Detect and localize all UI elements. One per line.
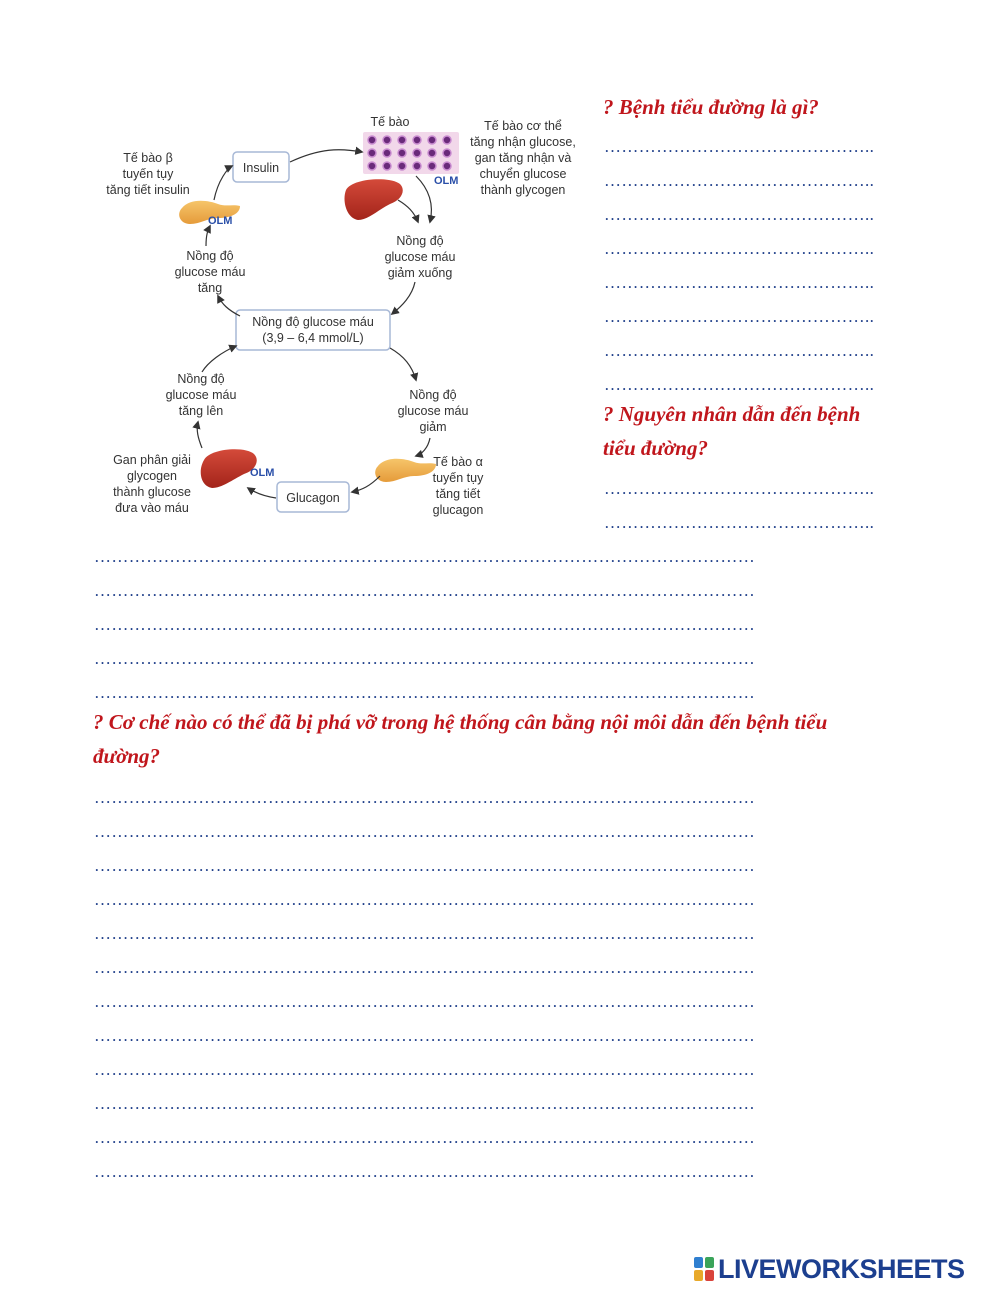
svg-text:Nồng độ: Nồng độ — [177, 372, 225, 386]
answer-line[interactable]: ……………………………………….. — [604, 205, 875, 224]
svg-text:glucagon: glucagon — [432, 503, 484, 517]
liveworksheets-logo — [694, 1252, 965, 1286]
svg-text:chuyển glucose: chuyển glucose — [479, 167, 567, 181]
olm-logo-top: OLM — [434, 175, 459, 187]
svg-text:tuyến tụy: tuyến tụy — [432, 471, 484, 485]
answer-line[interactable]: …………………………………………………………………………………………………… — [94, 822, 756, 841]
answer-line[interactable]: …………………………………………………………………………………………………… — [94, 683, 756, 702]
olm-logo-bottom: OLM — [250, 467, 275, 479]
glucose-decrease-text — [398, 388, 469, 434]
svg-text:thành glucose: thành glucose — [113, 485, 191, 499]
glucose-range-label: (3,9 – 6,4 mmol/L) — [262, 331, 364, 345]
pancreas-alpha-icon — [375, 459, 436, 482]
answer-line[interactable]: …………………………………………………………………………………………………… — [94, 890, 756, 909]
answer-line[interactable]: ……………………………………….. — [604, 513, 875, 532]
glucose-level-box — [236, 310, 390, 350]
svg-text:đưa vào máu: đưa vào máu — [115, 501, 189, 515]
question-definition: ? Bệnh tiểu đường là gì? — [603, 95, 819, 119]
glucose-level-label: Nồng độ glucose máu — [252, 315, 374, 329]
glucose-decrease-down-text — [385, 234, 456, 280]
answer-line[interactable]: …………………………………………………………………………………………………… — [94, 1060, 756, 1079]
answer-line[interactable]: …………………………………………………………………………………………………… — [94, 649, 756, 668]
answer-line[interactable]: …………………………………………………………………………………………………… — [94, 1162, 756, 1181]
answer-line[interactable]: …………………………………………………………………………………………………… — [94, 547, 756, 566]
answer-line[interactable]: ……………………………………….. — [604, 239, 875, 258]
answer-line[interactable]: ……………………………………….. — [604, 341, 875, 360]
svg-text:glycogen: glycogen — [126, 469, 178, 483]
svg-text:Tế bào α: Tế bào α — [433, 455, 483, 469]
answer-line[interactable]: …………………………………………………………………………………………………… — [94, 1026, 756, 1045]
answer-line[interactable]: ……………………………………….. — [604, 171, 875, 190]
answer-line[interactable]: …………………………………………………………………………………………………… — [94, 788, 756, 807]
answer-line[interactable]: …………………………………………………………………………………………………… — [94, 992, 756, 1011]
svg-text:giảm xuống: giảm xuống — [387, 266, 453, 280]
beta-cell-text — [106, 151, 189, 197]
svg-text:tăng lên: tăng lên — [178, 404, 224, 418]
glucose-regulation-diagram — [90, 100, 590, 530]
answer-line[interactable]: …………………………………………………………………………………………………… — [94, 615, 756, 634]
question-mechanism-line1: ? Cơ chế nào có thể đã bị phá vỡ trong hệ thống cân bằng nội môi dẫn đến bệnh tiểu — [93, 710, 828, 734]
liver-top-icon — [345, 179, 403, 220]
question-cause-line1: ? Nguyên nhân dẫn đến bệnh — [603, 402, 861, 426]
answer-line[interactable]: ……………………………………….. — [604, 137, 875, 156]
answer-line[interactable]: ……………………………………….. — [604, 375, 875, 394]
liveworksheets-wordmark: LIVEWORKSHEETS — [718, 1253, 965, 1284]
alpha-cell-text — [433, 455, 484, 517]
svg-text:Gan phân giải: Gan phân giải — [113, 453, 191, 467]
svg-text:Nồng độ: Nồng độ — [186, 249, 234, 263]
answer-line[interactable]: …………………………………………………………………………………………………… — [94, 581, 756, 600]
answer-line[interactable]: …………………………………………………………………………………………………… — [94, 958, 756, 977]
glucagon-box — [277, 482, 349, 512]
answer-line[interactable]: ……………………………………….. — [604, 307, 875, 326]
svg-text:glucose máu: glucose máu — [174, 265, 246, 279]
answer-line[interactable]: ……………………………………….. — [604, 273, 875, 292]
svg-text:giảm: giảm — [419, 420, 447, 434]
svg-text:tăng nhận glucose,: tăng nhận glucose, — [470, 135, 576, 149]
cell-uptake-text — [470, 119, 576, 197]
answer-line[interactable]: …………………………………………………………………………………………………… — [94, 1128, 756, 1147]
answer-line[interactable]: …………………………………………………………………………………………………… — [94, 924, 756, 943]
question-mechanism-line2: đường? — [93, 744, 161, 768]
answer-line[interactable]: …………………………………………………………………………………………………… — [94, 856, 756, 875]
svg-text:glucose máu: glucose máu — [165, 388, 237, 402]
svg-text:tăng tiết: tăng tiết — [435, 487, 481, 501]
cells-grid-icon — [363, 132, 459, 174]
answer-line[interactable]: ……………………………………….. — [604, 479, 875, 498]
cells-label: Tế bào — [370, 115, 410, 129]
svg-text:tăng: tăng — [197, 281, 223, 295]
svg-text:tuyến tụy: tuyến tụy — [122, 167, 174, 181]
liver-bottom-icon — [201, 449, 257, 488]
svg-text:gan tăng nhận và: gan tăng nhận và — [474, 151, 572, 165]
svg-text:thành glycogen: thành glycogen — [480, 183, 566, 197]
svg-text:Nồng độ: Nồng độ — [396, 234, 444, 248]
glucagon-label: Glucagon — [286, 491, 340, 505]
svg-text:Tế bào cơ thể: Tế bào cơ thể — [484, 119, 562, 133]
svg-text:Nồng độ: Nồng độ — [409, 388, 457, 402]
glucose-up-text — [166, 372, 237, 418]
liver-breakdown-text — [113, 453, 191, 515]
glucose-increase-text — [175, 249, 246, 295]
insulin-label: Insulin — [242, 161, 280, 175]
svg-text:glucose máu: glucose máu — [397, 404, 469, 418]
question-cause-line2: tiểu đường? — [603, 436, 708, 460]
answer-line[interactable]: …………………………………………………………………………………………………… — [94, 1094, 756, 1113]
svg-text:Tế bào β: Tế bào β — [123, 151, 173, 165]
svg-text:glucose máu: glucose máu — [384, 250, 456, 264]
insulin-box — [233, 152, 289, 182]
liveworksheets-icon — [694, 1257, 714, 1281]
svg-text:tăng tiết insulin: tăng tiết insulin — [106, 183, 190, 197]
olm-logo-left: OLM — [208, 215, 233, 227]
